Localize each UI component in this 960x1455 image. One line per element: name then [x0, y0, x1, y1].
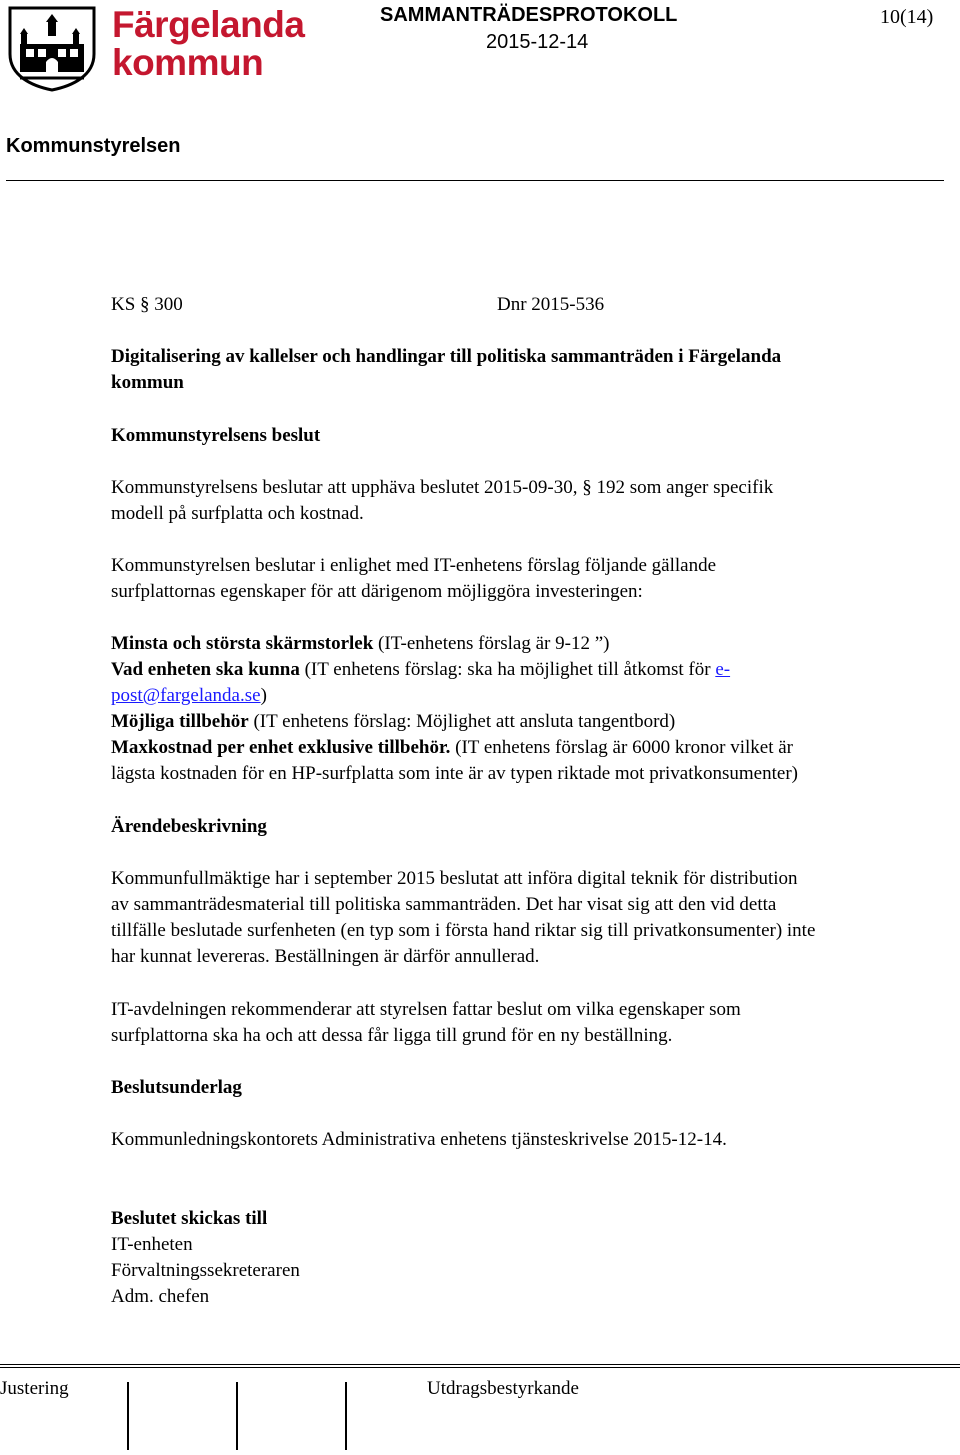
- decision-p1-line2: modell på surfplatta och kostnad.: [111, 503, 364, 524]
- logo-name-line2: kommun: [112, 42, 264, 83]
- case-title-line2: kommun: [111, 372, 184, 393]
- recipient-item: Förvaltningssekreteraren: [111, 1260, 300, 1281]
- email-link-part1[interactable]: e-: [715, 659, 731, 680]
- case-number: KS § 300: [111, 294, 183, 315]
- background-p2-line1: IT-avdelningen rekommenderar att styrelsen fattar beslut om vilka egenskaper som: [111, 999, 741, 1020]
- page-number: 10(14): [880, 6, 934, 28]
- meeting-date: 2015-12-14: [486, 31, 589, 53]
- requirement-screen-size: Minsta och största skärmstorlek (IT-enhetens förslag är 9-12 ”): [111, 633, 610, 654]
- decision-heading: Kommunstyrelsens beslut: [111, 425, 321, 446]
- signature-box-line: [236, 1382, 238, 1450]
- recipient-item: Adm. chefen: [111, 1286, 210, 1307]
- signature-box-line: [127, 1382, 129, 1450]
- logo-name-line1: Färgelanda: [112, 4, 305, 45]
- background-heading: Ärendebeskrivning: [111, 816, 267, 837]
- decision-p2-line2: surfplattornas egenskaper för att därigenom möjliggöra investeringen:: [111, 581, 643, 602]
- decision-p2-line1: Kommunstyrelsen beslutar i enlighet med IT-enhetens förslag följande gällande: [111, 555, 717, 576]
- municipality-logo: [6, 4, 306, 92]
- footer-utdrag-label: Utdragsbestyrkande: [427, 1378, 579, 1399]
- footer-divider: [0, 1364, 960, 1365]
- requirement-accessories: Möjliga tillbehör (IT enhetens förslag: Möjlighet att ansluta tangentbord): [111, 711, 676, 732]
- case-title-line1: Digitalisering av kallelser och handlingar till politiska sammanträden i Färgelanda: [111, 346, 782, 367]
- requirement-max-cost: Maxkostnad per enhet exklusive tillbehör. (IT enhetens förslag är 6000 kronor vilket är: [111, 737, 793, 758]
- background-p1-line4: har kunnat levereras. Beställningen är därför annullerad.: [111, 946, 540, 967]
- background-p2-line2: surfplattorna ska ha och att dessa får ligga till grund för en ny beställning.: [111, 1025, 673, 1046]
- signature-box-line: [345, 1382, 347, 1450]
- decision-p1-line1: Kommunstyrelsens beslutar att upphäva beslutet 2015-09-30, § 192 som anger specifik: [111, 477, 774, 498]
- footer-justering-label: Justering: [0, 1378, 69, 1399]
- basis-heading: Beslutsunderlag: [111, 1077, 242, 1098]
- background-p1-line3: tillfälle beslutade surfenheten (en typ som i första hand riktar sig till privatkonsumenter) inte: [111, 920, 816, 941]
- sent-to-heading: Beslutet skickas till: [111, 1208, 268, 1229]
- requirement-capabilities: Vad enheten ska kunna (IT enhetens förslag: ska ha möjlighet till åtkomst för e-: [111, 659, 731, 680]
- background-p1-line2: av sammanträdesmaterial till politiska sammanträden. Det har visat sig att den vid detta: [111, 894, 777, 915]
- header-divider: [6, 180, 944, 181]
- footer-divider-double: [0, 1367, 960, 1368]
- committee-name: Kommunstyrelsen: [6, 135, 181, 157]
- requirement-max-cost-cont: lägsta kostnaden för en HP-surfplatta som inte är av typen riktade mot privatkonsumenter): [111, 763, 798, 784]
- basis-text: Kommunledningskontorets Administrativa enhetens tjänsteskrivelse 2015-12-14.: [111, 1129, 727, 1150]
- diary-number: Dnr 2015-536: [497, 294, 605, 315]
- background-p1-line1: Kommunfullmäktige har i september 2015 beslutat att införa digital teknik för distribution: [111, 868, 798, 889]
- email-link-part2[interactable]: post@fargelanda.se: [111, 685, 261, 706]
- requirement-capabilities-cont: post@fargelanda.se): [111, 685, 267, 706]
- coat-of-arms-icon: [6, 4, 98, 92]
- document-type-title: SAMMANTRÄDESPROTOKOLL: [380, 4, 678, 26]
- recipient-item: IT-enheten: [111, 1234, 193, 1255]
